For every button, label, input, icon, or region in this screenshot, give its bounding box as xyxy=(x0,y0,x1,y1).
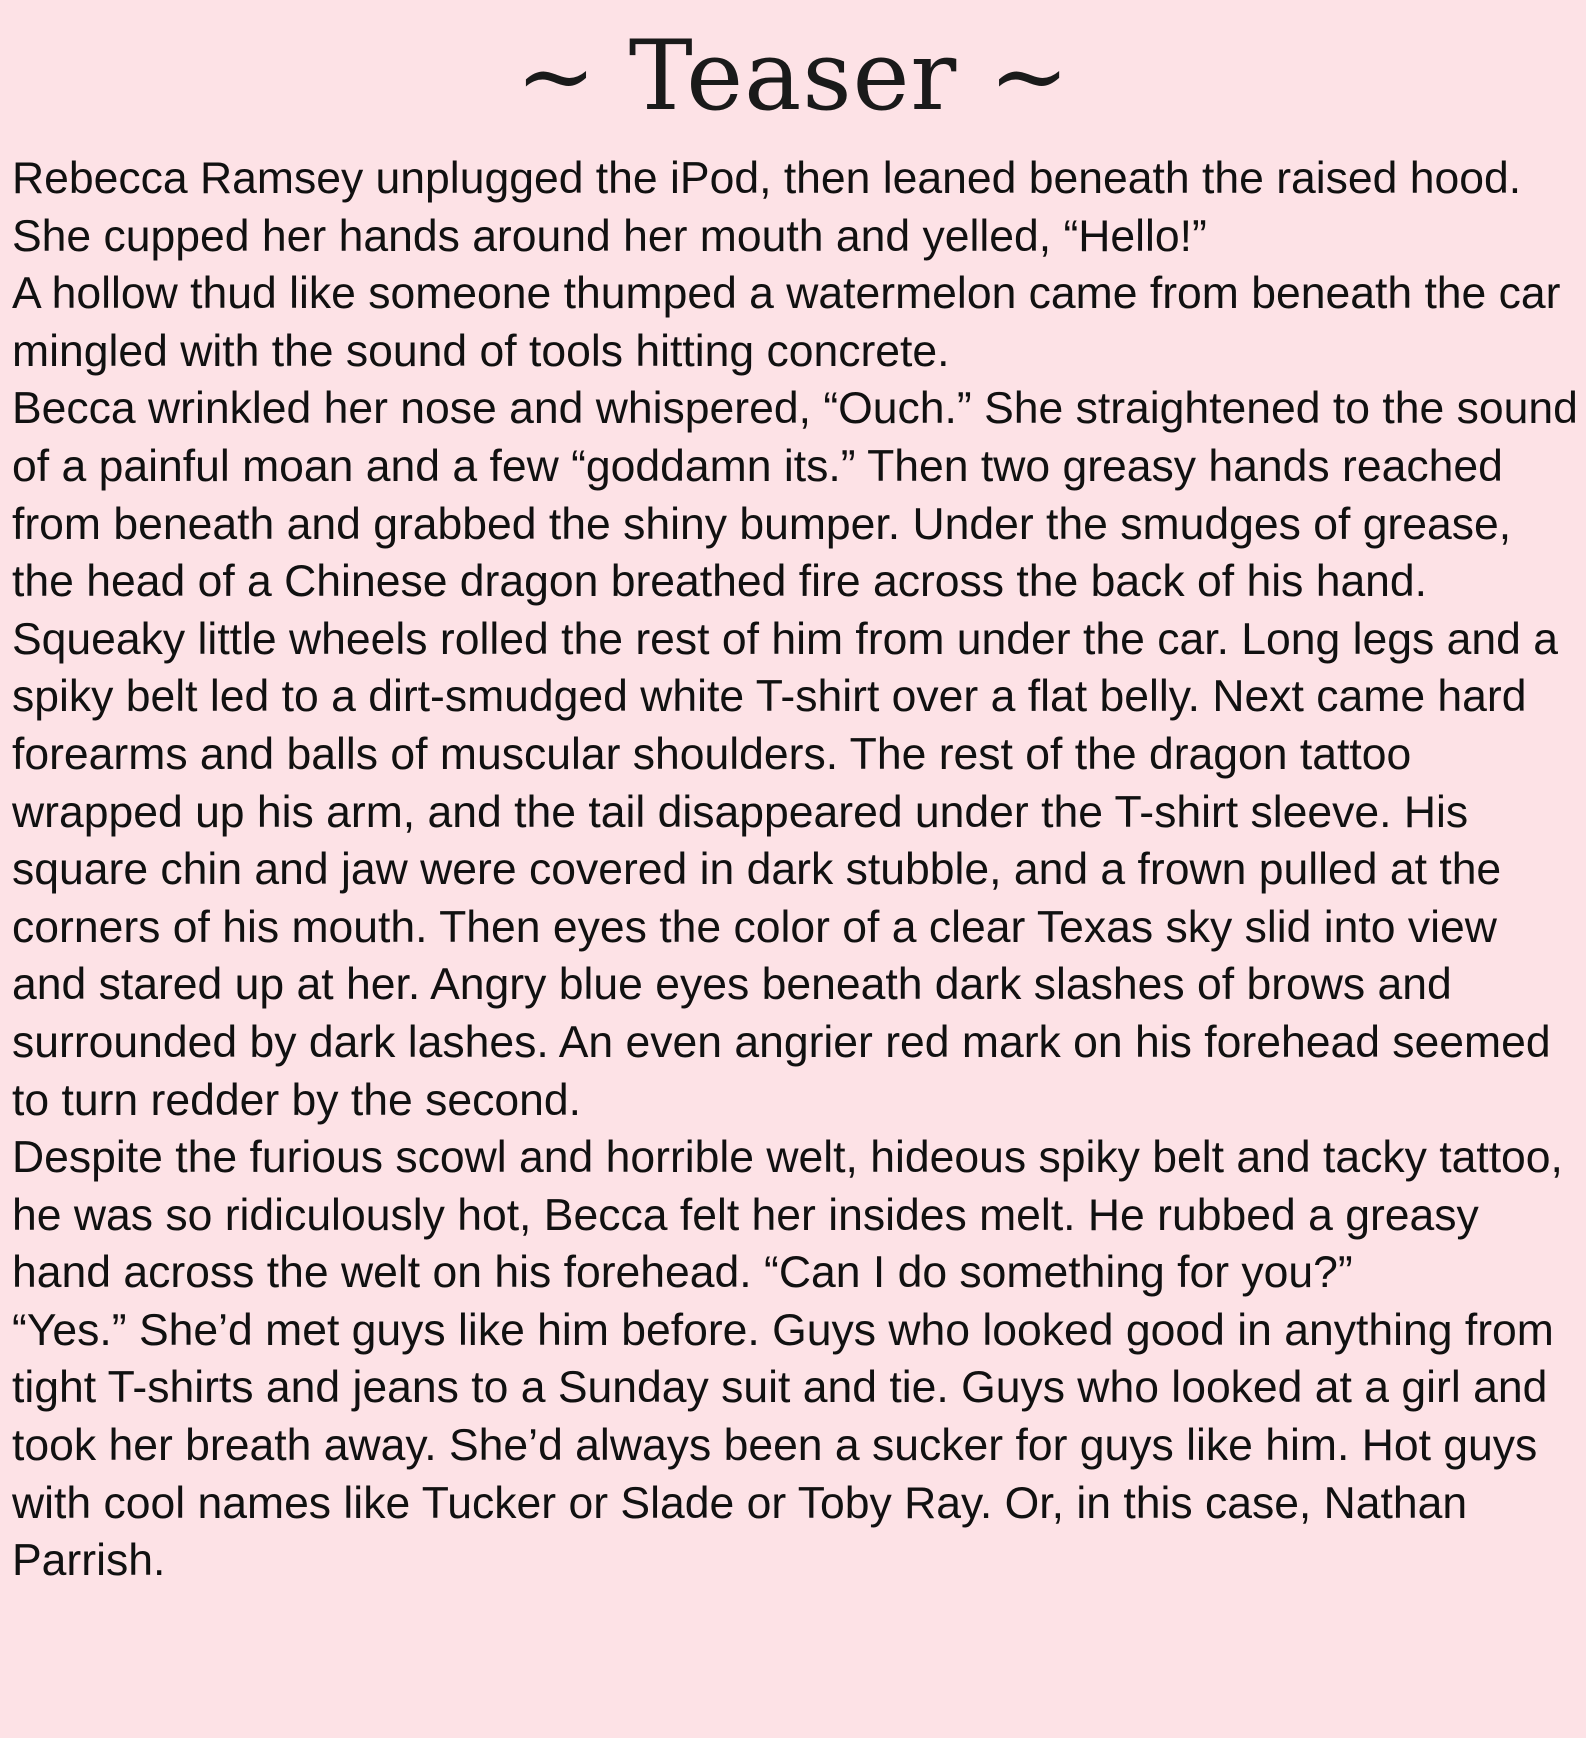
paragraph: Despite the furious scowl and horrible welt, hideous spiky belt and tacky tattoo, he was so ridiculously hot, Becca felt her insides melt. He rubbed a greasy hand across the welt on his forehead. “Can I do something for you?” xyxy=(12,1133,1563,1298)
paragraph: Becca wrinkled her nose and whispered, “Ouch.” She straightened to the sound of a painful moan and a few “goddamn its.” Then two greasy hands reached from beneath and grabbed the shiny bumper. Under the smudges of grease, the head of a Chinese dragon breathed fire across the back of his hand. Squeaky little wheels rolled the rest of him from under the car. Long legs and a spiky belt led to a dirt-smudged white T-shirt over a flat belly. Next came hard forearms and balls of muscular shoulders. The rest of the dragon tattoo wrapped up his arm, and the tail disappeared under the T-shirt sleeve. His square chin and jaw were covered in dark stubble, and a frown pulled at the corners of his mouth. Then eyes the color of a clear Texas sky slid into view and stared up at her. Angry blue eyes beneath dark slashes of brows and surrounded by dark lashes. An even angrier red mark on his forehead seemed to turn redder by the second. xyxy=(12,384,1578,1125)
paragraph: “Yes.” She’d met guys like him before. Guys who looked good in anything from tight T-shirts and jeans to a Sunday suit and tie. Guys who looked at a girl and took her breath away. She’d always been a sucker for guys like him. Hot guys with cool names like Tucker or Slade or Toby Ray. Or, in this case, Nathan Parrish. xyxy=(12,1305,1554,1586)
excerpt-body xyxy=(12,150,1580,1590)
page-title: ~ Teaser ~ xyxy=(515,20,1071,132)
paragraph: Rebecca Ramsey unplugged the iPod, then leaned beneath the raised hood. She cupped her hands around her mouth and yelled, “Hello!” xyxy=(12,154,1522,261)
paragraph: A hollow thud like someone thumped a watermelon came from beneath the car mingled with the sound of tools hitting concrete. xyxy=(12,269,1561,376)
